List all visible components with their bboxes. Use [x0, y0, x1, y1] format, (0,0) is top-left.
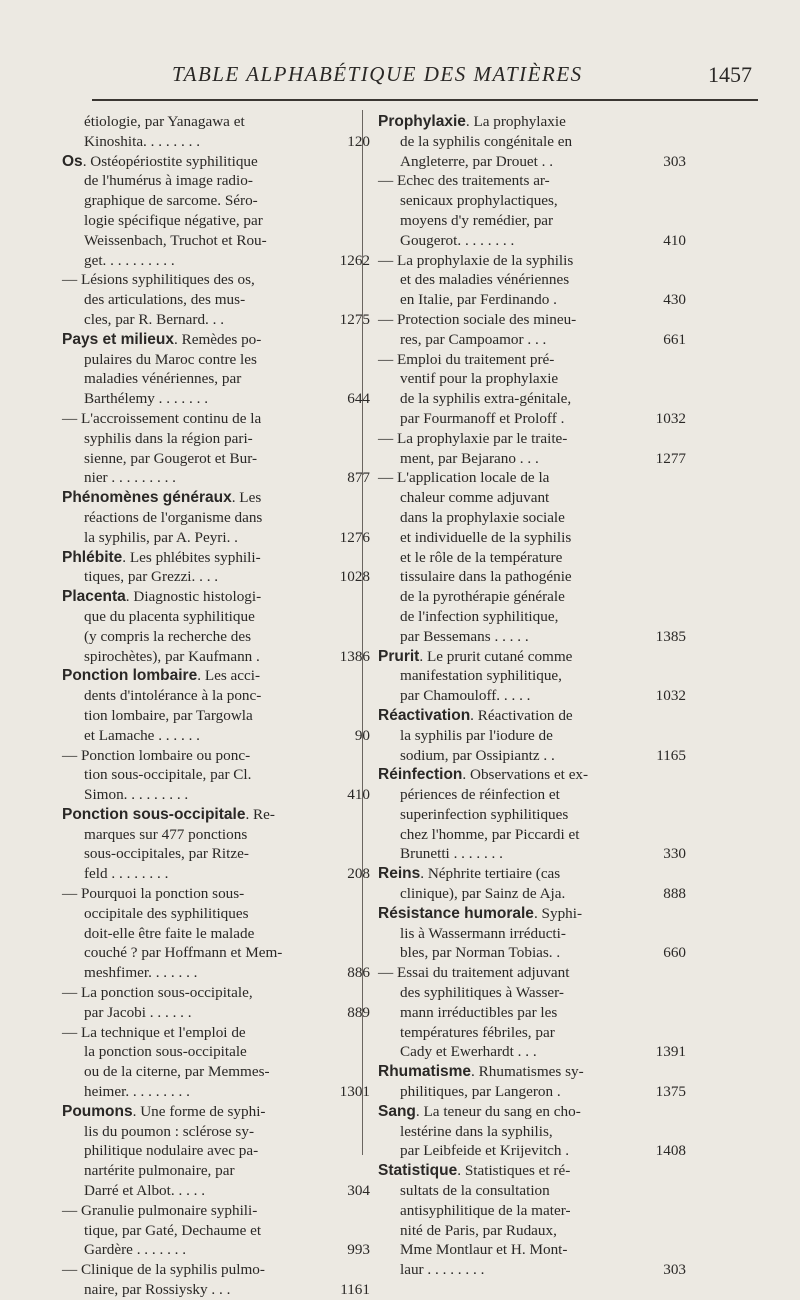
entry-text: températures fébriles, par — [400, 1023, 555, 1041]
entry-text: superinfection syphilitiques — [400, 805, 569, 823]
index-entry — [62, 666, 370, 745]
page-reference: 120 — [347, 132, 370, 150]
index-term: Résistance humorale — [378, 904, 534, 922]
entry-text: . Statistiques et ré- — [457, 1162, 571, 1180]
entry-text: de l'infection syphilitique, — [400, 607, 559, 625]
index-entry — [378, 864, 686, 904]
entry-text: — Granulie pulmonaire syphili- — [62, 1201, 258, 1219]
entry-text: occipitale des syphilitiques — [84, 904, 249, 922]
entry-text: moyens d'y remédier, par — [400, 211, 554, 229]
page-reference: 1301 — [339, 1083, 370, 1101]
entry-text: — La prophylaxie par le traite- — [378, 429, 568, 447]
page-reference: 1375 — [655, 1083, 686, 1101]
index-term: Os — [62, 152, 83, 170]
index-entry — [378, 468, 686, 646]
index-entry — [378, 647, 686, 706]
entry-text: . Une forme de syphi- — [132, 1102, 266, 1120]
entry-text: lis du poumon : sclérose sy- — [84, 1122, 254, 1140]
index-entry — [378, 765, 686, 864]
index-term: Reins — [378, 865, 421, 883]
index-entry — [62, 746, 370, 805]
entry-text: dents d'intolérance à la ponc- — [84, 687, 262, 705]
entry-text: logie spécifique négative, par — [84, 211, 263, 229]
page-reference: 1032 — [655, 687, 686, 705]
entry-text: — L'application locale de la — [378, 469, 550, 487]
entry-text: la syphilis, par A. Peyri. . 1276 — [84, 528, 370, 546]
entry-text: . Réactivation de — [470, 706, 573, 724]
index-entry — [62, 1023, 370, 1102]
page-reference: 410 — [347, 786, 370, 804]
page-reference: 1161 — [340, 1281, 370, 1299]
entry-text: sodium, par Ossipiantz . . 1165 — [400, 746, 686, 764]
index-term: Placenta — [62, 588, 126, 606]
entry-text: . Les — [231, 489, 262, 507]
page-reference: 304 — [347, 1182, 370, 1200]
entry-text: et le rôle de la température — [400, 548, 563, 566]
index-entry — [62, 1201, 370, 1260]
entry-text: périences de réinfection et — [400, 786, 560, 804]
page-reference: 661 — [663, 330, 686, 348]
entry-text: par Jacobi . . . . . . 889 — [84, 1003, 370, 1021]
page-reference: 889 — [347, 1003, 370, 1021]
entry-text: syphilis dans la région pari- — [84, 429, 253, 447]
entry-text: . La prophylaxie — [465, 113, 566, 130]
index-entry — [378, 1062, 686, 1102]
index-entry — [62, 884, 370, 983]
entry-text: la syphilis par l'iodure de — [400, 726, 553, 744]
entry-text: — Protection sociale des mineu- — [378, 310, 577, 328]
entry-text: Mme Montlaur et H. Mont- — [400, 1241, 568, 1259]
index-term: Phénomènes généraux — [62, 489, 232, 507]
index-entry — [378, 310, 686, 350]
entry-text: en Italie, par Ferdinando . 430 — [400, 291, 686, 309]
page-reference: 90 — [354, 726, 370, 744]
entry-text: — Echec des traitements ar- — [378, 172, 550, 190]
index-entry — [62, 805, 370, 884]
entry-text: et individuelle de la syphilis — [400, 528, 572, 546]
entry-text: — Ponction lombaire ou ponc- — [62, 746, 251, 764]
entry-text: clinique), par Sainz de Aja. 888 — [400, 885, 686, 903]
index-term: Phlébite — [62, 548, 123, 566]
entry-text: . Les acci- — [197, 667, 261, 685]
index-entry — [378, 706, 686, 765]
entry-text: — Lésions syphilitiques des os, — [62, 271, 255, 289]
entry-text: et Lamache . . . . . . 90 — [84, 726, 370, 744]
page-reference: 1262 — [339, 251, 370, 269]
entry-text: couché ? par Hoffmann et Mem- — [84, 944, 283, 962]
entry-text: . Syphi- — [533, 904, 583, 922]
page-reference: 330 — [663, 845, 686, 863]
entry-text: par Chamouloff. . . . . 1032 — [400, 687, 686, 705]
entry-text: — Essai du traitement adjuvant — [378, 964, 570, 982]
page-number: 1457 — [708, 62, 752, 87]
page-reference: 410 — [663, 231, 686, 249]
entry-text: feld . . . . . . . . 208 — [84, 865, 370, 883]
index-entry — [62, 152, 370, 271]
index-entry — [62, 1260, 370, 1300]
index-term: Prurit — [378, 647, 420, 665]
entry-text: . Le prurit cutané comme — [419, 647, 573, 665]
index-entry — [62, 409, 370, 488]
index-term: Réactivation — [378, 706, 471, 724]
entry-text: par Bessemans . . . . . 1385 — [400, 627, 686, 645]
entry-text: . Observations et ex- — [462, 766, 589, 784]
entry-text: . Néphrite tertiaire (cas — [420, 865, 561, 883]
page-reference: 886 — [347, 964, 370, 982]
entry-text: de l'humérus à image radio- — [84, 172, 253, 190]
entry-text: tissulaire dans la pathogénie — [400, 568, 572, 586]
entry-text: naire, par Rossiysky . . . 1161 — [84, 1281, 370, 1299]
index-entry — [378, 429, 686, 469]
index-entry — [62, 330, 370, 409]
entry-text: nité de Paris, par Rudaux, — [400, 1221, 557, 1239]
running-header — [92, 58, 758, 98]
index-entry — [62, 1102, 370, 1201]
index-term: Statistique — [378, 1162, 458, 1180]
index-entry — [62, 270, 370, 329]
entry-text: par Fourmanoff et Proloff . 1032 — [400, 409, 686, 427]
entry-text: — Clinique de la syphilis pulmo- — [62, 1261, 265, 1279]
entry-text: laur . . . . . . . . 303 — [400, 1261, 686, 1279]
index-entry — [378, 904, 686, 963]
entry-text: philitique nodulaire avec pa- — [84, 1142, 259, 1160]
page-reference: 660 — [663, 944, 686, 962]
entry-text: . Rhumatismes sy- — [471, 1063, 584, 1081]
page-reference: 430 — [663, 291, 686, 309]
entry-text: mann irréductibles par les — [400, 1003, 558, 1021]
entry-text: cles, par R. Bernard. . . 1275 — [84, 310, 370, 328]
index-entry — [62, 983, 370, 1023]
entry-text: spirochètes), par Kaufmann . 1386 — [84, 647, 370, 665]
page-title: TABLE ALPHABÉTIQUE DES MATIÈRES — [172, 62, 583, 86]
entry-text: . Re- — [245, 805, 275, 823]
entry-text: manifestation syphilitique, — [400, 667, 562, 685]
entry-text: Darré et Albot. . . . . 304 — [84, 1182, 370, 1200]
entry-text: ventif pour la prophylaxie — [400, 370, 559, 388]
entry-text: tion sous-occipitale, par Cl. — [84, 766, 252, 784]
entry-text: . Les phlébites syphili- — [122, 548, 261, 566]
entry-text: tique, par Gaté, Dechaume et — [84, 1221, 262, 1239]
page-reference: 1385 — [655, 627, 686, 645]
entry-text: sultats de la consultation — [400, 1182, 550, 1200]
entry-text: . La teneur du sang en cho- — [415, 1102, 581, 1120]
entry-text: Angleterre, par Drouet . . 303 — [400, 152, 686, 170]
page-reference: 1275 — [339, 310, 370, 328]
index-column-left — [62, 112, 370, 1300]
entry-text: Gougerot. . . . . . . . 410 — [400, 231, 686, 249]
entry-text: de la syphilis extra-génitale, — [400, 390, 572, 408]
entry-text: graphique de sarcome. Séro- — [84, 192, 258, 210]
entry-text: étiologie, par Yanagawa et — [84, 113, 245, 130]
index-term: Ponction sous-occipitale — [62, 805, 246, 823]
entry-text: — Emploi du traitement pré- — [378, 350, 555, 368]
index-term: Rhumatisme — [378, 1063, 472, 1081]
page-reference: 303 — [663, 1261, 686, 1279]
entry-text: — L'accroissement continu de la — [62, 409, 262, 427]
index-term: Prophylaxie — [378, 113, 466, 130]
entry-text: réactions de l'organisme dans — [84, 508, 263, 526]
entry-text: par Leibfeide et Krijevitch . 1408 — [400, 1142, 686, 1160]
entry-text: Barthélemy . . . . . . . 644 — [84, 390, 370, 408]
entry-text: nier . . . . . . . . . 877 — [84, 469, 370, 487]
index-term: Sang — [378, 1102, 416, 1120]
entry-text: marques sur 477 ponctions — [84, 825, 248, 843]
entry-text: des syphilitiques à Wasser- — [400, 984, 564, 1002]
page-reference: 993 — [347, 1241, 370, 1259]
page-reference: 303 — [663, 152, 686, 170]
entry-text: — La technique et l'emploi de — [62, 1023, 246, 1041]
page-reference: 1277 — [655, 449, 686, 467]
entry-text: Gardère . . . . . . . 993 — [84, 1241, 370, 1259]
entry-text: et des maladies vénériennes — [400, 271, 570, 289]
entry-text: des articulations, des mus- — [84, 291, 246, 309]
entry-text: sienne, par Gougerot et Bur- — [84, 449, 258, 467]
index-entry — [378, 171, 686, 250]
page-reference: 1391 — [655, 1043, 686, 1061]
entry-text: lestérine dans la syphilis, — [400, 1122, 553, 1140]
entry-text: chaleur comme adjuvant — [400, 489, 550, 507]
index-entry — [62, 112, 370, 152]
entry-text: lis à Wassermann irréducti- — [400, 924, 566, 942]
entry-text: bles, par Norman Tobias. . 660 — [400, 944, 686, 962]
entry-text: Brunetti . . . . . . . 330 — [400, 845, 686, 863]
index-entry — [378, 112, 686, 171]
page-reference: 1028 — [339, 568, 370, 586]
page-reference: 1032 — [655, 409, 686, 427]
entry-text: — Pourquoi la ponction sous- — [62, 885, 245, 903]
index-column-right — [378, 112, 686, 1280]
entry-text: de la syphilis congénitale en — [400, 132, 573, 150]
page-reference: 1165 — [656, 746, 686, 764]
entry-text: Simon. . . . . . . . . 410 — [84, 786, 370, 804]
index-term: Pays et milieux — [62, 330, 175, 348]
index-entry — [62, 548, 370, 588]
header-rule — [92, 99, 758, 101]
entry-text: get. . . . . . . . . . 1262 — [84, 251, 370, 269]
entry-text: ment, par Bejarano . . . 1277 — [400, 449, 686, 467]
entry-text: — La ponction sous-occipitale, — [62, 984, 253, 1002]
index-entry — [378, 1102, 686, 1161]
index-entry — [378, 350, 686, 429]
entry-text: chez l'homme, par Piccardi et — [400, 825, 580, 843]
entry-text: philitiques, par Langeron . 1375 — [400, 1083, 686, 1101]
entry-text: . Diagnostic histologi- — [125, 588, 262, 606]
entry-text: Weissenbach, Truchot et Rou- — [84, 231, 267, 249]
entry-text: doit-elle être faite le malade — [84, 924, 255, 942]
index-term: Réinfection — [378, 766, 463, 784]
entry-text: antisyphilitique de la mater- — [400, 1201, 571, 1219]
index-entry — [62, 488, 370, 547]
entry-text: Cady et Ewerhardt . . . 1391 — [400, 1043, 686, 1061]
entry-text: — La prophylaxie de la syphilis — [378, 251, 574, 269]
page-reference: 644 — [347, 390, 370, 408]
entry-text: sous-occipitales, par Ritze- — [84, 845, 249, 863]
entry-text: . Ostéopériostite syphilitique — [82, 152, 258, 170]
page-reference: 208 — [347, 865, 370, 883]
index-entry — [378, 251, 686, 310]
entry-text: meshfimer. . . . . . . 886 — [84, 964, 370, 982]
page-reference: 1386 — [339, 647, 370, 665]
entry-text: de la pyrothérapie générale — [400, 588, 565, 606]
entry-text: ou de la citerne, par Memmes- — [84, 1063, 270, 1081]
entry-text: Kinoshita. . . . . . . . 120 — [84, 132, 370, 150]
entry-text: la ponction sous-occipitale — [84, 1043, 247, 1061]
index-entry — [378, 963, 686, 1062]
entry-text: heimer. . . . . . . . . 1301 — [84, 1083, 370, 1101]
entry-text: . Remèdes po- — [174, 330, 262, 348]
index-term: Poumons — [62, 1102, 133, 1120]
index-entry — [62, 587, 370, 666]
entry-text: que du placenta syphilitique — [84, 607, 255, 625]
entry-text: senicaux prophylactiques, — [400, 192, 558, 210]
page-reference: 888 — [663, 885, 686, 903]
entry-text: (y compris la recherche des — [84, 627, 251, 645]
entry-text: nartérite pulmonaire, par — [84, 1162, 235, 1180]
page-reference: 1408 — [655, 1142, 686, 1160]
entry-text: res, par Campoamor . . . 661 — [400, 330, 686, 348]
index-term: Ponction lombaire — [62, 667, 198, 685]
index-entry — [378, 1161, 686, 1280]
page-reference: 1276 — [339, 528, 370, 546]
entry-text: maladies vénériennes, par — [84, 370, 242, 388]
entry-text: tiques, par Grezzi. . . . 1028 — [84, 568, 370, 586]
entry-text: dans la prophylaxie sociale — [400, 508, 565, 526]
entry-text: pulaires du Maroc contre les — [84, 350, 257, 368]
page-reference: 877 — [347, 469, 370, 487]
entry-text: tion lombaire, par Targowla — [84, 706, 253, 724]
